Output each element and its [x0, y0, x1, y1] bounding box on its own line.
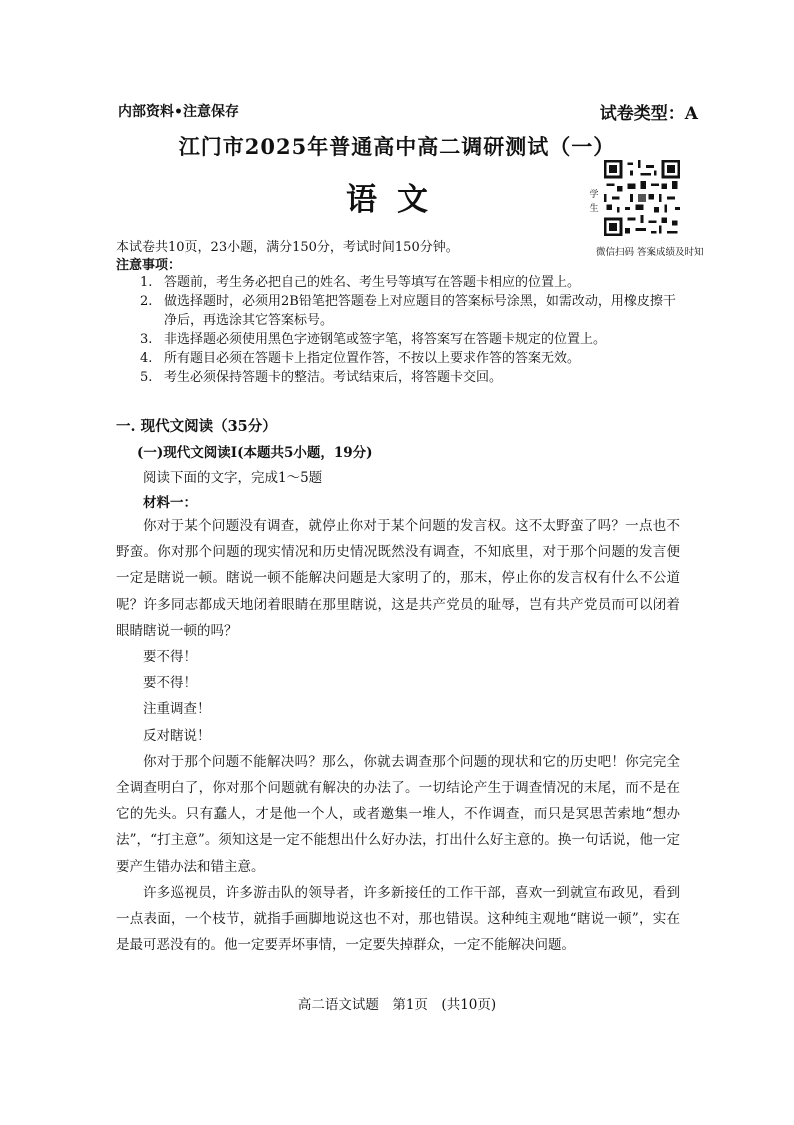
exam-title: 江门市2025年普通高中高二调研测试（一）: [178, 134, 616, 159]
passage-paragraph: 要不得！: [143, 649, 197, 666]
section-title: 一. 现代文阅读（35分）: [116, 418, 277, 435]
passage-paragraph: 反对瞎说！: [143, 727, 211, 744]
page-footer: 高二语文试题 第1页 (共10页): [297, 997, 497, 1013]
notes-heading: 注意事项：: [116, 258, 182, 273]
subject-title: 语文: [346, 182, 448, 218]
reading-instruction: 阅读下面的文字，完成1～5题: [143, 470, 323, 486]
qr-code-icon[interactable]: [604, 160, 680, 236]
notes-item: 3. 非选择题必须使用黑色字迹钢笔或签字笔，将答案写在答题卡规定的位置上。: [140, 332, 607, 347]
notes-item: 4. 所有题目必须在答题卡上指定位置作答，不按以上要求作答的答案无效。: [140, 351, 581, 366]
notes-list: [140, 273, 680, 387]
qr-side-label: 学生: [589, 190, 599, 214]
passage-body: [116, 513, 680, 958]
paper-type-label: 试卷类型：A: [599, 104, 698, 124]
subsection-title: (一)现代文阅读Ⅰ(本题共5小题，19分): [137, 445, 373, 461]
passage-paragraph: 注重调查！: [143, 701, 211, 718]
passage-paragraph: 许多巡视员，许多游击队的领导者，许多新接任的工作干部，喜欢一到就宣布政见，看到一点表面，一个枝节，就指手画脚地说这也不对，那也错误。这种纯主观地“瞎说一顿”，实在是最可恶没有的。他一定要弄坏事情，一定要失掉群众，一定不能解决问题。: [116, 884, 680, 954]
qr-caption: 微信扫码 答案成绩及时知: [596, 247, 704, 258]
exam-info: 本试卷共10页，23小题，满分150分，考试时间150分钟。: [116, 240, 459, 255]
notes-item: 5. 考生必须保持答题卡的整洁。考试结束后，将答题卡交回。: [140, 370, 503, 385]
passage-paragraph: 你对于那个问题不能解决吗？那么，你就去调查那个问题的现状和它的历史吧！你完完全全调查明白了，你对那个问题就有解决的办法了。一切结论产生于调查情况的末尾，而不是在它的先头。只有蠢人，才是他一个人，或者邀集一堆人，不作调查，而只是冥思苦索地“想办法”，“打主意”。须知这是一定不能想出什么好办法，打出什么好主意的。换一句话说，他一定要产生错办法和错主意。: [116, 753, 680, 875]
notes-item: 1. 答题前，考生务必把自己的姓名、考生号等填写在答题卡相应的位置上。: [140, 275, 581, 290]
passage-paragraph: 你对于某个问题没有调查，就停止你对于某个问题的发言权。这不太野蛮了吗？一点也不野蛮。你对那个问题的现实情况和历史情况既然没有调查，不知底里，对于那个问题的发言便一定是瞎说一顿。瞎说一顿不能解决问题是大家明了的，那末，停止你的发言权有什么不公道呢？许多同志都成天地闭着眼睛在那里瞎说，这是共产党员的耻辱，岂有共产党员而可以闭着眼睛瞎说一顿的吗？: [116, 518, 680, 639]
confidential-label: 内部资料•注意保存: [118, 104, 239, 120]
notes-item: 2. 做选择题时，必须用2B铅笔把答题卷上对应题目的答案标号涂黑，如需改动，用橡皮擦干净后，再选涂其它答案标号。: [140, 294, 676, 328]
passage-paragraph: 要不得！: [143, 675, 197, 692]
material-label: 材料一：: [143, 495, 197, 511]
